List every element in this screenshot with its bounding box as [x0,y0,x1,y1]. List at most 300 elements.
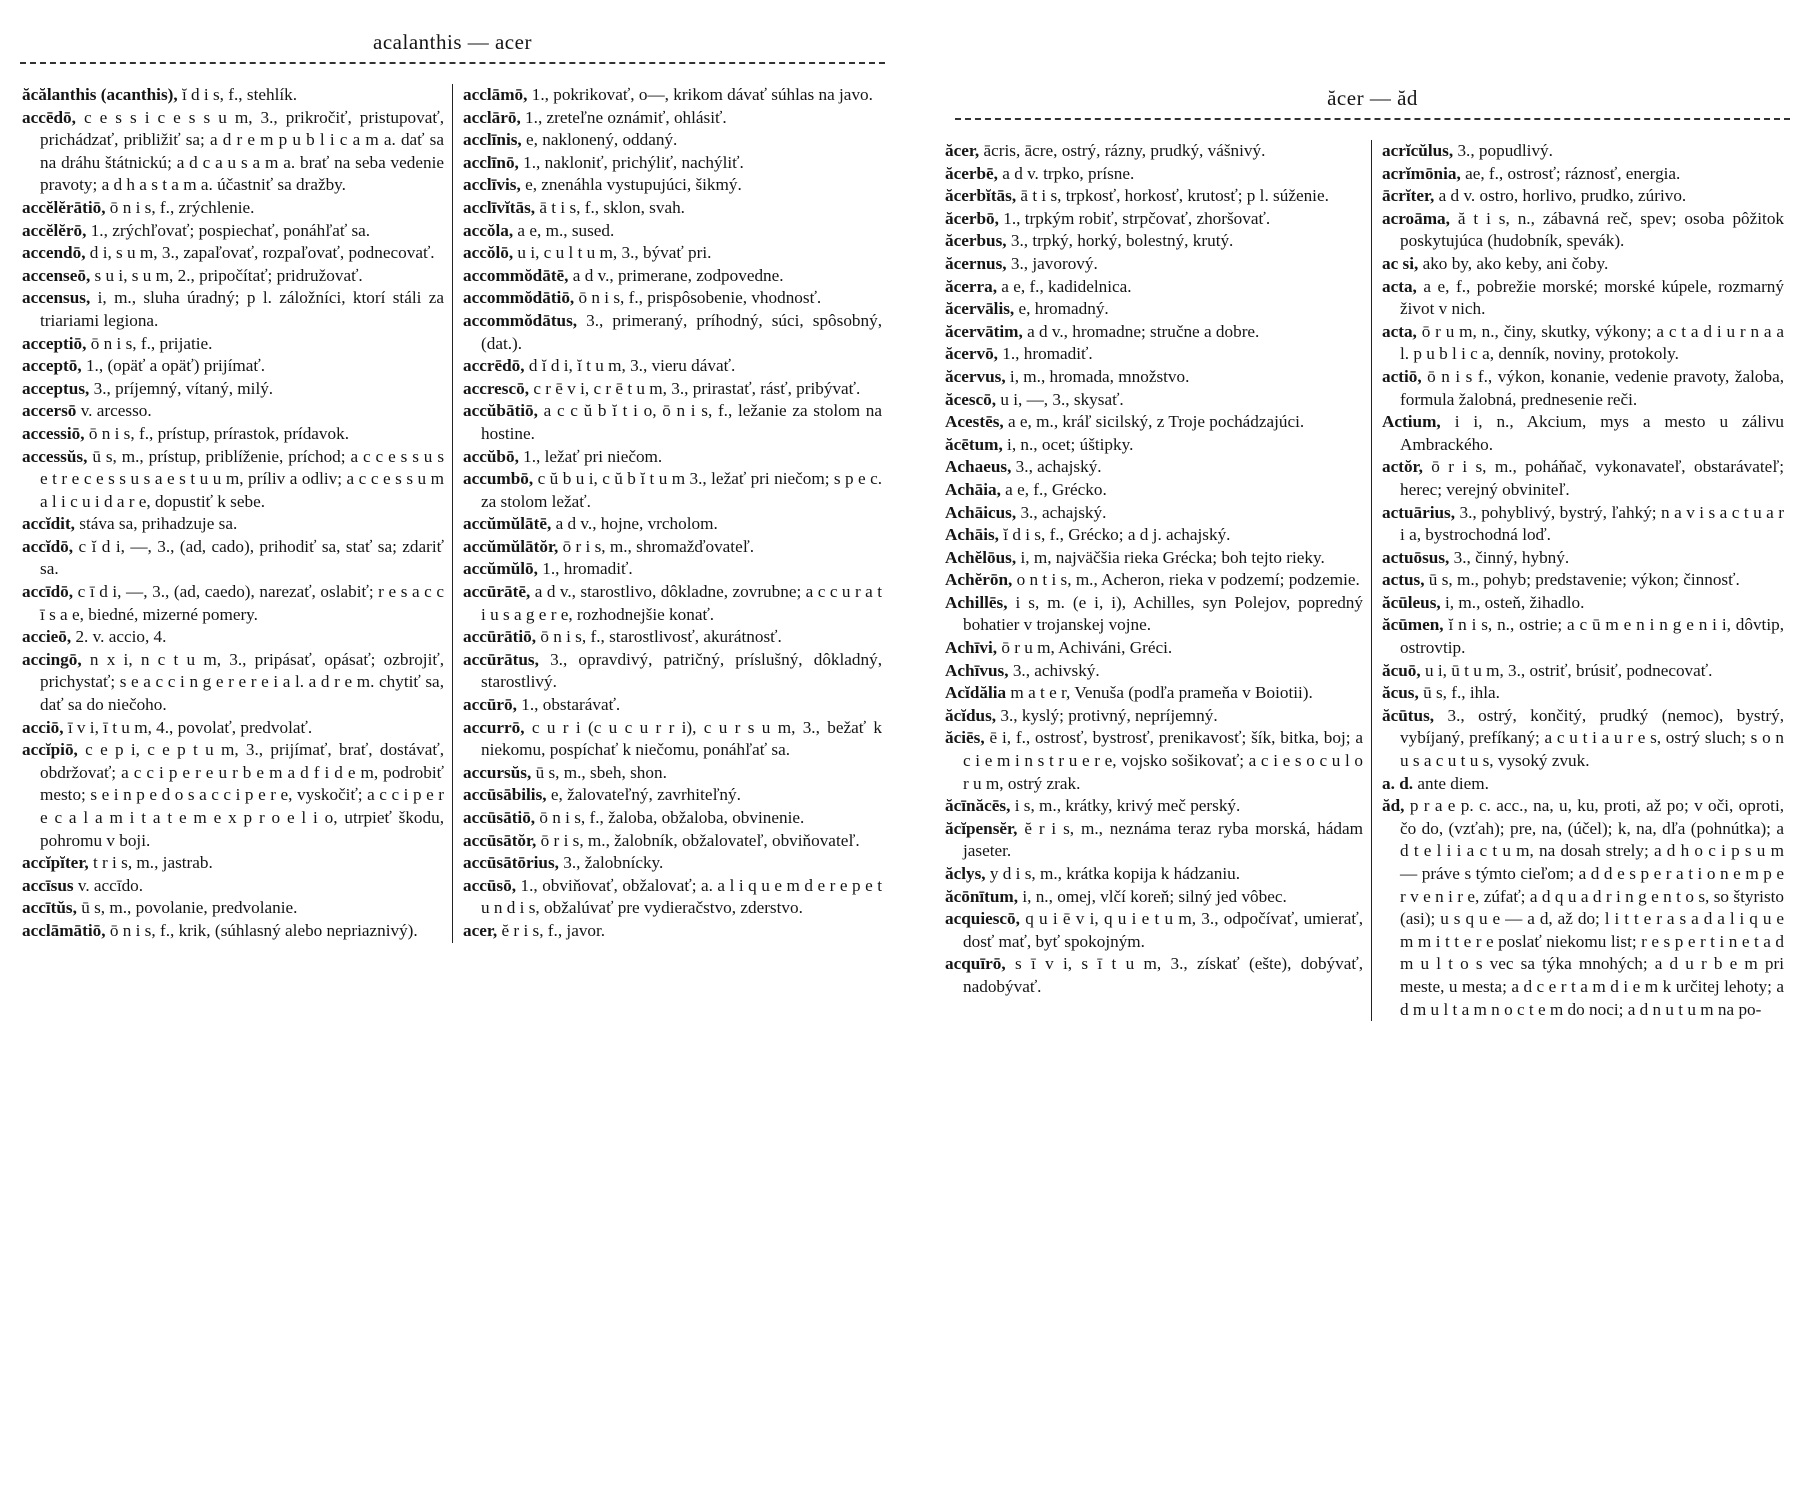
entry-headword: accĭdit, [22,514,75,534]
dictionary-entry [1382,773,1784,796]
entry-headword: accŏlō, [463,243,514,263]
dictionary-entry [463,468,882,513]
dictionary-entry [463,107,882,130]
dictionary-entry [1382,411,1784,456]
entry-definition: c e s s i c e s s u m, 3., prikročiť, pristupovať, prichádzať, približiť sa; a d r e m p u b l i c a m a. dať sa na dráhu štátnickú; a d c a u s a m a. brať na seba vedenie pravoty; a d h a s t a m a. účastniť sa dražby. [40,107,444,195]
entry-definition: ō r u m, n., činy, skutky, výkony; a c t a d i u r n a a l. p u b l i c a, denník, noviny, protokoly. [1400,321,1785,364]
entry-headword: acquīrō, [945,954,1006,974]
dictionary-entry [945,321,1363,344]
entry-headword: accŭmŭlō, [463,559,538,579]
entry-headword: ăcervālis, [945,299,1015,319]
entry-definition: i s, m., krátky, krivý meč perský. [1014,796,1241,816]
entry-definition: c e p i, c e p t u m, 3., prijímať, brať, dostávať, obdržovať; a c c i p e r e u r b e m a d f i d e m, podrobiť mesto; s e i n p e d o s a c c i p e r e, vyskočiť; a c c i p e r e c a l a m i t a t e m e x p r o e l i o, utrpieť škodu, pohromu v boji. [40,740,444,850]
dictionary-entry [463,265,882,288]
entry-definition: a e, f., Grécko. [1005,479,1107,499]
entry-definition: ĭ d i s, f., Grécko; a d j. achajský. [1003,525,1231,545]
entry-headword: acquiescō, [945,909,1020,929]
entry-definition: ō n i s f., výkon, konanie, vedenie pravoty, žaloba, formula žalobná, prednesenie reči. [1400,366,1784,409]
entry-definition: ū s, m., povolanie, predvolanie. [81,898,298,918]
entry-headword: accŭmŭlātē, [463,514,552,534]
entry-definition: i, m., hromada, množstvo. [1009,366,1190,386]
dictionary-entry [945,953,1363,998]
entry-headword: accūsābilis, [463,785,547,805]
entry-headword: accŏla, [463,220,514,240]
dictionary-entry [463,626,882,649]
dictionary-entry [463,852,882,875]
entry-headword: accĕlĕrō, [22,220,87,240]
dictionary-entry [1382,140,1784,163]
dictionary-entry [463,152,882,175]
entry-definition: ă t i s, n., zábavná reč, spev; osoba pôžitok poskytujúca (hudobník, spevák). [1400,208,1785,251]
entry-definition: 1., zrýchľovať; pospiechať, ponáhľať sa. [90,220,371,240]
entry-definition: i, m., osteň, žihadlo. [1445,592,1585,612]
entry-definition: ū s, f., ihla. [1423,683,1500,703]
dictionary-entry [1382,614,1784,659]
entry-headword: Acestēs, [945,412,1004,432]
entry-definition: ō r u m, Achiváni, Gréci. [1001,638,1173,658]
page-columns [935,140,1810,1021]
entry-definition: 3., ostrý, končitý, prudký (nemoc), bystrý, vybíjaný, prefíkaný; a c u t i a u r e s, ostrý sluch; s o n u s a c u t u s, vysoký zvuk. [1400,705,1784,771]
dictionary-entry [1382,253,1784,276]
entry-headword: accenseō, [22,265,91,285]
entry-definition: a d v. trpko, prísne. [1002,163,1135,183]
entry-headword: Achĕlōus, [945,547,1017,567]
entry-definition: ō n i s, f., zrýchlenie. [109,197,255,217]
dictionary-entry [463,355,882,378]
dictionary-entry [945,727,1363,795]
dictionary-entry [22,581,444,626]
dictionary-entry [22,107,444,197]
dictionary-entry [22,333,444,356]
entry-definition: a e, m., sused. [517,220,615,240]
entry-headword: acciō, [22,717,64,737]
dictionary-entry [945,163,1363,186]
entry-headword: accumbō, [463,469,534,489]
entry-headword: ăcerbĭtās, [945,186,1017,206]
entry-headword: accūsātŏr, [463,830,537,850]
dictionary-entry [463,220,882,243]
entry-definition: a d v., primerane, zodpovedne. [572,265,784,285]
entry-headword: Achĕrōn, [945,570,1013,590]
entry-headword: ăcervus, [945,366,1006,386]
entry-definition: ū s, m., pohyb; predstavenie; výkon; činnosť. [1428,570,1740,590]
dictionary-entry [945,886,1363,909]
entry-definition: t r i s, m., jastrab. [92,853,213,873]
dictionary-entry [945,276,1363,299]
dictionary-entry [945,660,1363,683]
entry-definition: ae, f., ostrosť; ráznosť, energia. [1465,163,1681,183]
entry-definition: 3., kyslý; protivný, nepríjemný. [1000,705,1218,725]
entry-definition: ō n i s, f., prístup, prírastok, prídavok. [88,423,349,443]
entry-definition: 1., pokrikovať, o—, krikom dávať súhlas na javo. [531,85,873,104]
entry-definition: ō n i s, f., krik, (súhlasný alebo nepriaznivý). [109,920,418,940]
entry-headword: accūrātus, [463,649,539,669]
entry-definition: 1., obstarávať. [521,695,621,715]
entry-headword: accīdō, [22,582,74,602]
entry-headword: ăcerbē, [945,163,998,183]
entry-headword: ăcerra, [945,276,997,296]
entry-headword: acta, [1382,321,1417,341]
entry-definition: 1., hromadiť. [542,559,633,579]
entry-headword: accingō, [22,649,82,669]
entry-headword: ăcescō, [945,389,997,409]
dictionary-entry [1382,682,1784,705]
dictionary-entry [945,411,1363,434]
entry-definition: y d i s, m., krátka kopija k hádzaniu. [989,864,1240,883]
entry-definition: c ŭ b u i, c ŭ b ĭ t u m 3., ležať pri niečom; s p e c. za stolom ležať. [481,469,883,511]
entry-definition: 1., obviňovať, obžalovať; a. a l i q u e m d e r e p e t u n d i s, obžalúvať pre vydieračstvo, zderstvo. [481,875,883,918]
dictionary-entry [1382,795,1784,1021]
entry-headword: acclārō, [463,107,521,127]
dictionary-entry [22,875,444,898]
dictionary-entry [945,682,1363,705]
dictionary-entry [463,84,882,107]
entry-headword: a. d. [1382,773,1414,793]
entry-definition: 3., opravdivý, patričný, príslušný, dôkladný, starostlivý. [481,649,883,692]
entry-definition: n x i, n c t u m, 3., pripásať, opásať; ozbrojiť, prichystať; s e a c c i n g e r e r e i a l. a d r e m. chytiť sa, dať sa do niečoho. [40,649,444,715]
dictionary-entry [22,536,444,581]
entry-definition: ĕ r i s, m., neznáma teraz ryba morská, hádam jaseter. [963,818,1364,861]
dictionary-entry [1382,660,1784,683]
dictionary-entry [463,830,882,853]
entry-definition: ō r i s, m., žalobník, obžalovateľ, obviňovateľ. [540,830,860,850]
entry-headword: accūsātōrius, [463,853,559,873]
entry-definition: a d v., starostlivo, dôkladne, zovrubne; a c c u r a t i u s a g e r e, rozhodnejšie konať. [481,582,882,624]
entry-definition: o n t i s, m., Acheron, rieka v podzemí; podzemie. [1016,570,1360,590]
dictionary-entry [22,920,444,943]
entry-headword: actŏr, [1382,457,1423,477]
entry-headword: acclāmō, [463,85,528,104]
entry-headword: ăcūleus, [1382,592,1441,612]
entry-headword: accūrātē, [463,582,531,602]
entry-definition: s ī v i, s ī t u m, 3., získať (ešte), dobývať, nadobývať. [963,954,1363,996]
dictionary-entry [463,536,882,559]
entry-definition: e, znenáhla vystupujúci, šikmý. [525,175,742,195]
dictionary-entry [22,739,444,852]
entry-headword: ăclys, [945,864,986,883]
header-rule [955,118,1790,120]
entry-headword: acrĭcŭlus, [1382,141,1454,160]
dictionary-entry [945,502,1363,525]
dictionary-entry [1382,208,1784,253]
dictionary-entry [463,129,882,152]
dictionary-entry [945,479,1363,502]
dictionary-entry [945,185,1363,208]
entry-definition: v. accīdo. [77,875,144,895]
dictionary-entry [463,717,882,762]
entry-definition: i, m., sluha úradný; p l. záložníci, ktorí stáli za triariami legiona. [40,288,445,330]
entry-definition: c ī d i, —, 3., (ad, caedo), narezať, oslabiť; r e s a c c ī s a e, biedné, mizerné pomery. [40,582,445,624]
entry-headword: accommŏdātē, [463,265,569,285]
entry-headword: acclīnis, [463,130,522,150]
dictionary-entry [463,762,882,785]
dictionary-entry [945,140,1363,163]
entry-headword: actuārius, [1382,502,1456,522]
dictionary-entry [945,705,1363,728]
entry-headword: ăcētum, [945,434,1003,454]
entry-definition: ē i, f., ostrosť, bystrosť, prenikavosť; šík, bitka, boj; a c i e m i n s t r u e r e, vojsko sošikovať; a c i e s o c u l o r u m, ostrý zrak. [963,728,1363,793]
entry-headword: acclīvis, [463,175,521,195]
dictionary-entry [463,287,882,310]
dictionary-entry [945,592,1363,637]
dictionary-entry [463,694,882,717]
entry-headword: ăcĭpensĕr, [945,818,1018,838]
dictionary-entry [945,253,1363,276]
entry-definition: a c c ŭ b ĭ t i o, ō n i s, f., ležanie za stolom na hostine. [481,401,882,443]
entry-definition: q u i ē v i, q u i e t u m, 3., odpočívať, umierať, dosť mať, byť spokojným. [963,909,1363,951]
entry-headword: accĕlĕrātiō, [22,197,106,217]
entry-definition: d ĭ d i, ĭ t u m, 3., vieru dávať. [528,356,736,376]
entry-headword: ac si, [1382,253,1419,273]
entry-definition: s u i, s u m, 2., pripočítať; pridružovať. [94,265,363,285]
dictionary-entry [945,434,1363,457]
entry-definition: e, žalovateľný, zavrhiteľný. [550,785,741,805]
dictionary-entry [22,378,444,401]
entry-definition: 3., achivský. [1012,660,1100,680]
dictionary-entry [22,242,444,265]
entry-headword: Achāia, [945,479,1001,499]
running-head: ăcer — ăd [1327,86,1418,110]
dictionary-entry [945,524,1363,547]
dictionary-column [0,84,452,943]
entry-definition: e, naklonený, oddaný. [526,130,678,150]
dictionary-entry [945,637,1363,660]
entry-definition: ō n i s, f., prispôsobenie, vhodnosť. [578,288,822,308]
dictionary-column [452,84,892,943]
entry-headword: accŭmŭlātŏr, [463,536,559,556]
dictionary-entry [1382,276,1784,321]
entry-headword: accensus, [22,288,91,308]
entry-definition: c ĭ d i, —, 3., (ad, cado), prihodiť sa, stať sa; zdariť sa. [40,536,445,579]
dictionary-entry [22,423,444,446]
entry-definition: ō r i s, m., poháňač, vykonavateľ, obstarávateľ; herec; verejný obviniteľ. [1400,457,1784,499]
entry-definition: i i, n., Akcium, mys a mesto u zálivu Ambrackého. [1400,412,1785,454]
dictionary-entry [463,784,882,807]
entry-headword: accommŏdātiō, [463,288,575,308]
entry-definition: ante diem. [1417,773,1489,793]
entry-definition: 3., pohyblivý, bystrý, ľahký; n a v i s a c t u a r i a, bystrochodná loď. [1400,502,1785,545]
entry-definition: 3., popudlivý. [1457,141,1553,160]
entry-headword: accieō, [22,627,72,647]
entry-definition: d i, s u m, 3., zapaľovať, rozpaľovať, podnecovať. [89,243,435,263]
entry-definition: p r a e p. c. acc., na, u, ku, proti, až po; v oči, oproti, čo do, (vzťah); pre, na, (účel); k, na, dľa (pohnútka); a d t e l i i a c t u m, na dosah strely; a d h o c i p s u m — práve s týmto cieľom; a d d e s p e r a t i o n e m p e r v e n i r e, zúfať; a d q u a d r i n g e n t o s, so štyristo (asi); u s q u e — a d, až do; l i t t e r a s a d a l i q u e m m i t t e r e poslať niekomu list; r e s p e r t i n e t a d m u l t o s vec sa týka mnohých; a d u r b e m pri meste, u mesta; a d c e r t a m d i e m k určitej lehoty; a d m u l t a m n o c t e m do noci; a d n u t u m na po- [1400,796,1785,1019]
entry-headword: accurrō, [463,717,525,737]
entry-headword: ăcălanthis (acanthis), [22,85,178,104]
entry-headword: ăcer, [945,141,980,160]
entry-definition: a d v., hojne, vrcholom. [555,514,718,534]
entry-definition: ō n i s, f., žaloba, obžaloba, obvinenie. [539,808,805,827]
dictionary-entry [22,355,444,378]
dictionary-column [935,140,1371,1021]
entry-headword: acroāma, [1382,208,1450,228]
dictionary-entry [463,174,882,197]
dictionary-entry [22,852,444,875]
entry-headword: Achāicus, [945,502,1017,522]
entry-headword: acceptus, [22,378,90,398]
entry-headword: accommŏdātus, [463,310,578,330]
entry-definition: 1., ležať pri niečom. [523,446,663,466]
entry-headword: actuōsus, [1382,547,1450,567]
entry-headword: acclīvĭtās, [463,197,536,217]
entry-headword: accersō [22,401,77,421]
dictionary-entry [22,197,444,220]
entry-headword: accīsus [22,875,74,895]
dictionary-column [1371,140,1796,1021]
dictionary-entry [22,265,444,288]
entry-headword: ăcīnăcēs, [945,796,1011,816]
entry-definition: m a t e r, Venuša (podľa prameňa v Boiotii). [1010,683,1313,703]
dictionary-entry [463,558,882,581]
entry-headword: ăcervō, [945,344,998,364]
entry-definition: 3., žalobnícky. [563,853,664,873]
entry-definition: i s, m. (e i, i), Achilles, syn Polejov, popredný bohatier v trojanskej vojne. [963,592,1363,635]
entry-headword: acclīnō, [463,152,519,172]
dictionary-entry [463,310,882,355]
dictionary-entry [1382,321,1784,366]
entry-headword: accūsātiō, [463,808,536,827]
entry-headword: acta, [1382,276,1417,296]
entry-headword: actus, [1382,570,1425,590]
entry-headword: ăciēs, [945,728,985,748]
dictionary-entry [463,581,882,626]
dictionary-entry [945,343,1363,366]
entry-definition: ō n i s, f., starostlivosť, akurátnosť. [540,627,782,647]
dictionary-entry [1382,592,1784,615]
dictionary-entry [22,897,444,920]
entry-definition: 3., trpký, horký, bolestný, krutý. [1010,231,1234,251]
page-columns [0,84,905,943]
dictionary-entry [22,220,444,243]
dictionary-entry [945,863,1363,886]
entry-definition: a e, m., kráľ sicilský, z Troje pochádzajúci. [1008,412,1305,432]
entry-definition: ācris, ācre, ostrý, rázny, prudký, vášnivý. [983,141,1266,160]
entry-headword: ăcerbō, [945,208,999,228]
entry-headword: ăcōnītum, [945,886,1019,906]
entry-headword: accendō, [22,243,86,263]
entry-headword: ăcernus, [945,253,1007,273]
entry-headword: accĭpĭter, [22,853,89,873]
entry-definition: c r ē v i, c r ē t u m, 3., prirastať, rásť, pribývať. [533,378,861,398]
dictionary-entry [945,569,1363,592]
entry-headword: ăcuō, [1382,660,1421,680]
dictionary-entry [1382,569,1784,592]
entry-definition: u i, ū t u m, 3., ostriť, brúsiť, podnecovať. [1424,660,1713,680]
dictionary-entry [22,626,444,649]
dictionary-entry [463,446,882,469]
entry-headword: accrescō, [463,378,530,398]
dictionary-entry [1382,547,1784,570]
entry-definition: c u r i (c u c u r r i), c u r s u m, 3., bežať k niekomu, pospíchať k niečomu, ponáhľať sa. [481,717,882,760]
entry-definition: a e, f., kadidelnica. [1001,276,1132,296]
entry-headword: ăcūmen, [1382,615,1444,635]
entry-definition: ĕ r i s, f., javor. [501,920,606,940]
entry-headword: accessŭs, [22,446,88,466]
dictionary-entry [1382,456,1784,501]
dictionary-entry [22,717,444,740]
entry-headword: Achīvi, [945,638,998,658]
entry-definition: ō r i s, m., shromažďovateľ. [562,536,754,556]
dictionary-entry [22,446,444,514]
dictionary-entry [463,649,882,694]
entry-definition: u i, c u l t u m, 3., bývať pri. [517,243,712,263]
dictionary-entry [22,513,444,536]
entry-definition: 3., činný, hybný. [1453,547,1570,567]
entry-definition: 1., (opäť a opäť) prijímať. [85,356,266,376]
entry-headword: accessiō, [22,423,85,443]
dictionary-entry [945,366,1363,389]
dictionary-entry [945,230,1363,253]
entry-definition: ī v i, ī t u m, 4., povolať, predvolať. [67,717,313,737]
dictionary-entry [1382,705,1784,773]
entry-definition: ā t i s, trpkosť, horkosť, krutosť; p l. súženie. [1020,186,1329,206]
dictionary-entry [463,242,882,265]
entry-definition: ako by, ako keby, ani čoby. [1422,253,1609,273]
entry-definition: ū s, m., sbeh, shon. [535,762,667,782]
entry-headword: accrēdō, [463,356,525,376]
entry-headword: ăcūtus, [1382,705,1435,725]
entry-headword: ăcervātim, [945,321,1023,341]
entry-headword: accĭpiō, [22,740,78,760]
entry-definition: 3., achajský. [1020,502,1107,522]
dictionary-entry [945,795,1363,818]
entry-headword: acer, [463,920,498,940]
entry-headword: ācrĭter, [1382,186,1435,206]
entry-headword: accĭdō, [22,536,74,556]
entry-definition: i, n., ocet; úštipky. [1007,434,1134,454]
entry-definition: ĭ d i s, f., stehlík. [181,85,298,104]
dictionary-entry [463,197,882,220]
entry-headword: acclāmātiō, [22,920,106,940]
dictionary-entry [22,649,444,717]
entry-headword: Achaeus, [945,457,1012,477]
dictionary-entry [463,513,882,536]
dictionary-entry [945,908,1363,953]
entry-definition: u i, —, 3., skysať. [1000,389,1124,409]
entry-headword: accūrātiō, [463,627,537,647]
entry-headword: accūsō, [463,875,516,895]
entry-definition: 3., príjemný, vítaný, milý. [93,378,274,398]
dictionary-entry [945,456,1363,479]
entry-definition: ā t i s, f., sklon, svah. [539,197,685,217]
header-rule [20,62,885,64]
entry-headword: accūrō, [463,695,517,715]
dictionary-entry [1382,366,1784,411]
entry-definition: a d v., hromadne; stručne a dobre. [1027,321,1260,341]
entry-definition: 1., zreteľne oznámiť, ohlásiť. [525,107,727,127]
entry-headword: Acĭdălia [945,683,1007,703]
entry-headword: actiō, [1382,366,1422,386]
entry-definition: e, hromadný. [1018,299,1109,319]
entry-definition: i, n., omej, vlčí koreň; silný jed vôbec. [1022,886,1287,906]
entry-definition: 3., achajský. [1015,457,1102,477]
dictionary-entry [22,84,444,107]
running-head: acalanthis — acer [373,30,532,54]
entry-headword: ăcerbus, [945,231,1007,251]
entry-headword: Achillēs, [945,592,1008,612]
entry-definition: 3., javorový. [1010,253,1098,273]
entry-definition: i, m, najväčšia rieka Grécka; boh tejto rieky. [1020,547,1325,567]
dictionary-entry [463,400,882,445]
dictionary-entry [22,287,444,332]
dictionary-entry [1382,185,1784,208]
entry-headword: accursŭs, [463,762,532,782]
entry-definition: ĭ n i s, n., ostrie; a c ū m e n i n g e n i i, dôvtip, ostrovtip. [1400,615,1784,658]
entry-headword: Actium, [1382,412,1441,432]
dictionary-entry [945,389,1363,412]
dictionary-entry [945,547,1363,570]
dictionary-entry [463,378,882,401]
entry-headword: accŭbātiō, [463,401,538,421]
